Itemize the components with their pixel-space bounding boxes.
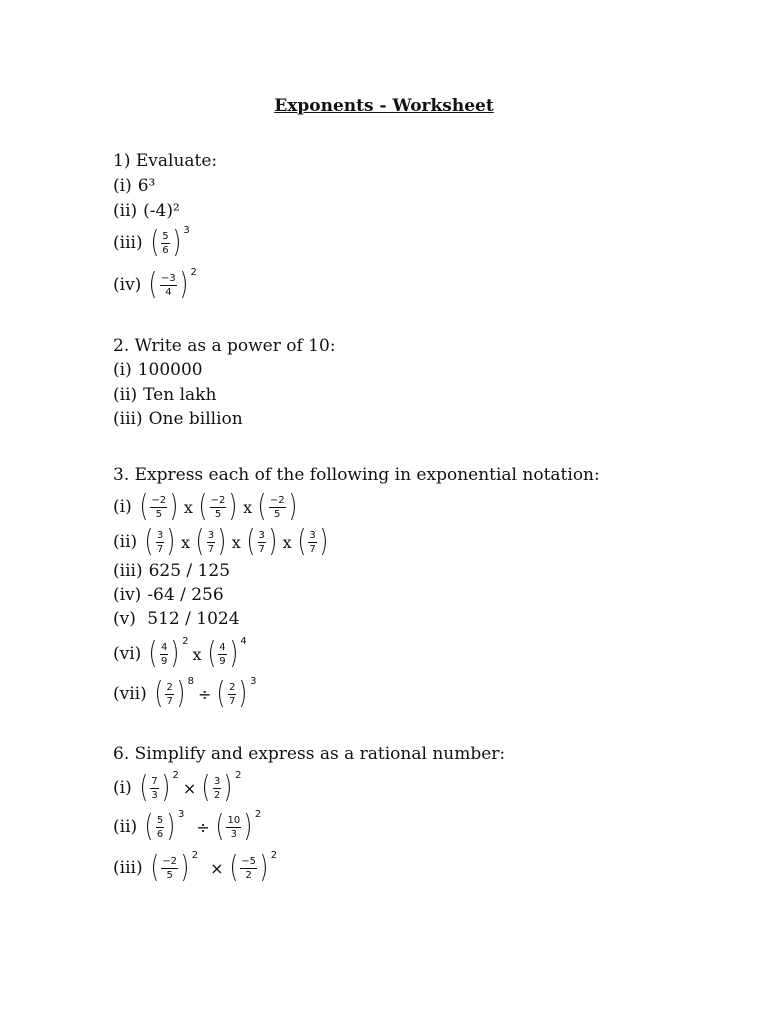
left-paren: ( [154,676,164,711]
fraction [269,495,286,520]
q2-heading [113,333,336,359]
operator: x [243,497,253,517]
item-text: -64 / 256 [147,585,224,605]
q1-item-ii [113,198,180,224]
exponent: 2 [172,769,179,781]
right-paren: ) [319,524,329,559]
numerator: 7 [151,775,158,787]
left-paren: ( [201,770,211,805]
numerator: 10 [227,814,241,826]
operator: x [282,532,292,552]
operator: x [180,532,190,552]
left-paren: ( [150,225,159,260]
numerator: 4 [219,641,226,653]
fraction-power [138,769,179,805]
right-paren: ) [229,636,238,671]
item-label: (i) [113,497,132,517]
denominator: 5 [155,508,162,520]
fraction-power [153,675,194,711]
left-paren: ( [215,809,224,844]
item-label: (iii) [113,858,143,878]
item-label: (i) [113,778,132,798]
item-label: (v) [113,609,136,629]
left-paren: ( [139,770,148,805]
right-paren: ) [288,489,297,524]
numerator: −2 [162,855,178,867]
fraction [258,530,266,555]
fraction-power [215,675,257,711]
denominator: 5 [274,508,281,520]
fraction-term [194,524,228,559]
exponent: 3 [250,675,257,687]
exponent: 3 [177,808,185,820]
left-paren: ( [206,636,216,671]
left-paren: ( [246,524,256,559]
numerator: −2 [210,494,226,506]
exponent: 8 [187,675,194,687]
q2-item-iii [113,406,243,432]
q6-heading [113,741,505,767]
numerator: 4 [161,641,168,653]
numerator: 5 [162,230,169,242]
fraction [226,815,241,840]
item-label: (ii) [113,201,138,221]
exponent: 2 [191,849,199,861]
fraction-term [296,524,330,559]
left-paren: ( [139,489,148,524]
operator: x [183,497,193,517]
fraction [161,856,178,881]
q3-heading-text: 3. Express each of the following in exponential notation: [113,465,600,485]
denominator: 9 [219,655,226,667]
q1-heading-text: 1) Evaluate: [113,151,218,171]
item-label: (vii) [113,684,147,704]
numerator: 5 [156,814,164,826]
exponent: 2 [190,266,197,278]
item-text: (-4)² [143,201,180,221]
numerator: −2 [269,494,285,506]
left-paren: ( [198,489,208,524]
fraction [160,642,168,667]
right-paren: ) [179,267,189,302]
fraction [228,682,236,707]
left-paren: ( [144,524,154,559]
numerator: 3 [156,529,164,541]
fraction [207,530,215,555]
numerator: −5 [241,855,257,867]
left-paren: ( [144,809,154,844]
operator: × [182,778,197,798]
item-text: 512 / 1024 [141,609,240,629]
right-paren: ) [223,770,233,805]
numerator: −3 [161,272,176,284]
item-text: One billion [148,409,243,429]
exponent: 2 [182,635,189,647]
q6-item-iii [113,847,277,889]
item-label: (iv) [113,275,142,295]
denominator: 6 [162,244,169,256]
item-label: (iii) [113,409,143,429]
right-paren: ) [170,636,180,671]
fraction-power [149,849,199,885]
left-paren: ( [229,850,238,885]
exponent: 2 [235,769,242,781]
fraction-term [197,489,239,524]
exponent: 3 [183,224,190,236]
right-paren: ) [217,524,227,559]
numerator: 2 [229,681,236,693]
fraction [240,856,257,881]
right-paren: ) [161,770,171,805]
item-label: (ii) [113,385,138,405]
item-label: (iii) [113,233,143,253]
right-paren: ) [176,676,186,711]
q2-heading-text: 2. Write as a power of 10: [113,336,336,356]
item-label: (iv) [113,585,142,605]
numerator: −2 [151,494,167,506]
q6-item-ii [113,806,261,848]
denominator: 5 [214,508,222,520]
operator: ÷ [196,817,210,837]
q6-heading-text: 6. Simplify and express as a rational number: [113,744,506,764]
right-paren: ) [166,524,176,559]
denominator: 7 [309,543,316,555]
exponent: 4 [240,635,247,647]
fraction-term [143,524,177,559]
numerator: 3 [207,529,215,541]
denominator: 7 [207,543,215,555]
fraction-term [245,524,279,559]
left-paren: ( [148,636,158,671]
right-paren: ) [172,225,181,260]
denominator: 4 [165,286,172,298]
q1-heading [113,148,217,174]
item-text: 6³ [137,176,156,196]
q1-item-i [113,173,155,199]
fraction [218,642,226,667]
numerator: 2 [166,681,173,693]
q1-item-iv [113,264,197,306]
left-paren: ( [216,676,226,711]
fraction-term [138,489,180,524]
fraction [308,530,316,555]
fraction-power [149,224,190,260]
exponent: 2 [254,808,262,820]
right-paren: ) [228,489,238,524]
denominator: 3 [230,828,237,840]
q2-item-i [113,357,203,383]
fraction [160,273,177,298]
right-paren: ) [259,850,269,885]
item-text: Ten lakh [143,385,217,405]
q2-item-ii [113,382,216,408]
denominator: 2 [214,789,221,801]
exponent: 2 [270,849,278,861]
q3-item-vii [113,673,257,715]
item-label: (i) [113,176,132,196]
left-paren: ( [297,524,306,559]
fraction [150,776,158,801]
item-label: (iii) [113,561,143,581]
right-paren: ) [166,809,176,844]
denominator: 3 [151,789,158,801]
fraction [210,495,227,520]
denominator: 9 [161,655,168,667]
fraction-power [200,769,242,805]
fraction-power [228,849,278,885]
q6-item-i [113,767,241,809]
denominator: 7 [258,543,265,555]
item-label: (ii) [113,817,138,837]
numerator: 3 [258,529,265,541]
denominator: 2 [245,869,252,881]
fraction [156,530,164,555]
q1-item-iii [113,222,190,264]
left-paren: ( [257,489,267,524]
right-paren: ) [238,676,248,711]
denominator: 5 [166,869,173,881]
q3-item-vi [113,633,247,675]
item-text: 625 / 125 [148,561,231,581]
item-label: (ii) [113,532,138,552]
q3-heading [113,462,600,488]
fraction [156,815,164,840]
item-text: 100000 [137,360,203,380]
fraction-power [143,808,185,844]
worksheet-title: Exponents - Worksheet [274,96,494,116]
fraction [165,682,173,707]
fraction-power [214,808,262,844]
numerator: 3 [214,775,221,787]
denominator: 6 [156,828,164,840]
fraction-power [147,635,189,671]
q3-item-ii [113,521,329,563]
operator: ÷ [197,684,212,704]
denominator: 7 [156,543,164,555]
fraction-power [147,266,197,302]
right-paren: ) [180,850,190,885]
left-paren: ( [195,524,205,559]
right-paren: ) [243,809,253,844]
fraction-term [256,489,298,524]
fraction-power [206,635,247,671]
item-label: (vi) [113,644,142,664]
right-paren: ) [268,524,278,559]
operator: × [210,858,224,878]
right-paren: ) [169,489,179,524]
fraction [213,776,221,801]
q3-item-iv [113,582,224,608]
left-paren: ( [150,850,159,885]
item-label: (i) [113,360,132,380]
numerator: 3 [309,529,316,541]
operator: x [231,532,241,552]
operator: x [192,644,202,664]
fraction [150,495,167,520]
q3-item-iii [113,558,230,584]
denominator: 7 [166,695,173,707]
denominator: 7 [229,695,236,707]
fraction [161,231,169,256]
q3-item-v [113,606,240,632]
left-paren: ( [148,267,158,302]
